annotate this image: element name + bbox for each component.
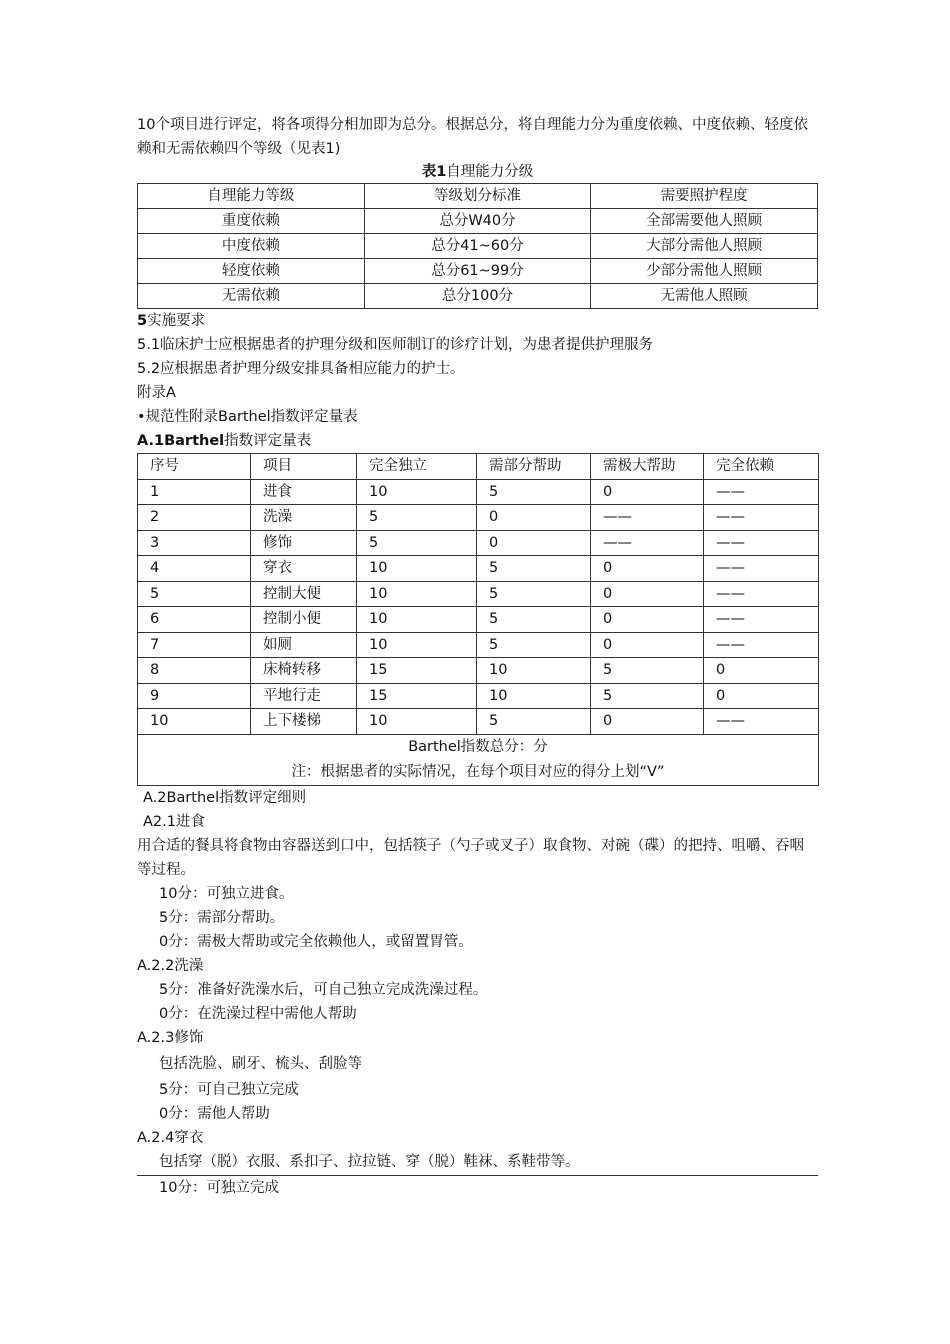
a23-score: 5分：可自己独立完成 <box>159 1081 299 1098</box>
table-cell: —— <box>704 556 819 582</box>
table-row <box>138 234 818 259</box>
barthel-note: 注：根据患者的实际情况，在每个项目对应的得分上划“V” <box>291 763 665 780</box>
table-cell: 0 <box>591 556 704 582</box>
a1-title-text: 指数评定量表 <box>224 433 312 449</box>
table-header-cell: 完全独立 <box>357 454 477 480</box>
table-cell: 穿衣 <box>251 556 357 582</box>
table-cell: —— <box>704 607 819 633</box>
table-cell: 上下楼梯 <box>251 709 357 735</box>
table-cell: 5 <box>477 479 591 505</box>
table-cell: 进食 <box>251 479 357 505</box>
a21-description: 用合适的餐具将食物由容器送到口中，包括筷子（勺子或叉子）取食物、对碗（碟）的把持、咀嚼、吞咽等过程。 <box>137 837 804 878</box>
table-cell: 5 <box>591 683 704 709</box>
table-cell: —— <box>704 581 819 607</box>
table-cell: 10 <box>357 607 477 633</box>
table-row <box>138 259 818 284</box>
section5-item: 5.2应根据患者护理分级安排具备相应能力的护士。 <box>137 361 465 377</box>
a21-score: 10分：可独立进食。 <box>159 885 294 902</box>
table-row <box>138 530 819 556</box>
a24-score: 10分：可独立完成 <box>159 1179 279 1196</box>
table-header-cell: 序号 <box>138 454 251 480</box>
table-cell: 5 <box>477 709 591 735</box>
a2-title: A.2Barthel指数评定细则 <box>143 789 307 806</box>
table-row <box>138 209 818 234</box>
table-header-cell: 等级划分标准 <box>364 184 591 209</box>
section5-title-text: 实施要求 <box>147 313 206 329</box>
table-cell: 0 <box>591 607 704 633</box>
table-cell: 修饰 <box>251 530 357 556</box>
table-cell: 5 <box>477 632 591 658</box>
self-care-level-table <box>137 183 818 309</box>
table-cell: 平地行走 <box>251 683 357 709</box>
a24-description: 包括穿（脱）衣服、系扣子、拉拉链、穿（脱）鞋袜、系鞋带等。 <box>159 1153 580 1170</box>
a1-title <box>137 429 818 453</box>
intro-paragraph: 10个项目进行评定，将各项得分相加即为总分。根据总分，将自理能力分为重度依赖、中度依赖、轻度依赖和无需依赖四个等级（见表1) <box>137 117 808 157</box>
table-cell: 总分W40分 <box>364 209 591 234</box>
table-header-row <box>138 184 818 209</box>
table-cell: 0 <box>591 632 704 658</box>
table-row <box>138 607 819 633</box>
table-header-cell: 需极大帮助 <box>591 454 704 480</box>
table-cell: 0 <box>477 505 591 531</box>
a21-score: 0分：需极大帮助或完全依赖他人，或留置胃管。 <box>159 933 473 950</box>
table-cell: 5 <box>477 607 591 633</box>
table-row <box>138 632 819 658</box>
table-cell: 0 <box>704 658 819 684</box>
table-cell: 5 <box>477 581 591 607</box>
table-cell: —— <box>704 505 819 531</box>
barthel-total-label: Barthel指数总分：分 <box>408 738 548 755</box>
a21-title: A2.1进食 <box>143 813 205 830</box>
table-header-cell: 需部分帮助 <box>477 454 591 480</box>
barthel-index-table <box>137 453 819 786</box>
table-footer-row <box>138 734 819 785</box>
table-cell: 3 <box>138 530 251 556</box>
table-row <box>138 284 818 309</box>
table-cell: —— <box>591 530 704 556</box>
table-cell: 大部分需他人照顾 <box>591 234 818 259</box>
table-cell: 床椅转移 <box>251 658 357 684</box>
a21-score: 5分：需部分帮助。 <box>159 909 285 926</box>
table1-caption <box>137 161 818 183</box>
table-cell: 0 <box>591 709 704 735</box>
table-cell: —— <box>704 632 819 658</box>
a22-title: A.2.2洗澡 <box>137 957 204 974</box>
table-cell: 无需他人照顾 <box>591 284 818 309</box>
table-cell: 洗澡 <box>251 505 357 531</box>
table-header-cell: 项目 <box>251 454 357 480</box>
table-row <box>138 505 819 531</box>
table-cell: 总分41~60分 <box>364 234 591 259</box>
table-cell: 2 <box>138 505 251 531</box>
table-cell: 0 <box>477 530 591 556</box>
table-cell: 7 <box>138 632 251 658</box>
table-cell: 0 <box>704 683 819 709</box>
table-footer-cell <box>138 734 819 785</box>
a23-description: 包括洗脸、刷牙、梳头、刮脸等 <box>159 1055 362 1072</box>
table-cell: —— <box>704 530 819 556</box>
section5-title <box>137 309 818 333</box>
table-cell: 如厕 <box>251 632 357 658</box>
table-cell: 10 <box>357 479 477 505</box>
table-cell: 5 <box>591 658 704 684</box>
table-row <box>138 479 819 505</box>
section5-number: 5 <box>137 313 148 329</box>
a22-score: 0分：在洗澡过程中需他人帮助 <box>159 1005 357 1022</box>
appendix-title: 附录A <box>137 385 176 401</box>
table-row <box>138 581 819 607</box>
table-cell: 10 <box>138 709 251 735</box>
table-row <box>138 658 819 684</box>
table-cell: 10 <box>357 581 477 607</box>
table-cell: 1 <box>138 479 251 505</box>
table-cell: —— <box>704 709 819 735</box>
appendix-subtitle: •规范性附录Barthel指数评定量表 <box>137 409 358 425</box>
table-cell: 总分100分 <box>364 284 591 309</box>
table-cell: 中度依赖 <box>138 234 365 259</box>
table-cell: —— <box>704 479 819 505</box>
table-cell: 9 <box>138 683 251 709</box>
table-header-cell: 需要照护程度 <box>591 184 818 209</box>
table-cell: 5 <box>357 505 477 531</box>
table-cell: 15 <box>357 683 477 709</box>
table-cell: 5 <box>357 530 477 556</box>
table-row <box>138 556 819 582</box>
table-cell: 6 <box>138 607 251 633</box>
table-cell: 10 <box>477 683 591 709</box>
table-cell: 轻度依赖 <box>138 259 365 284</box>
a23-score: 0分：需他人帮助 <box>159 1105 270 1122</box>
table-cell: 0 <box>591 581 704 607</box>
table-header-cell: 完全依赖 <box>704 454 819 480</box>
table-cell: 0 <box>591 479 704 505</box>
table-cell: 10 <box>477 658 591 684</box>
section5-item: 5.1临床护士应根据患者的护理分级和医师制订的诊疗计划，为患者提供护理服务 <box>137 337 654 353</box>
table-header-row <box>138 454 819 480</box>
table-header-cell: 自理能力等级 <box>138 184 365 209</box>
table-cell: 少部分需他人照顾 <box>591 259 818 284</box>
table-cell: 全部需要他人照顾 <box>591 209 818 234</box>
table-cell: 10 <box>357 556 477 582</box>
a22-score: 5分：准备好洗澡水后，可自己独立完成洗澡过程。 <box>159 981 488 998</box>
table-cell: 控制小便 <box>251 607 357 633</box>
a23-title: A.2.3修饰 <box>137 1029 204 1046</box>
table-cell: 10 <box>357 709 477 735</box>
table-cell: 10 <box>357 632 477 658</box>
table-cell: 5 <box>477 556 591 582</box>
a24-title: A.2.4穿衣 <box>137 1129 204 1146</box>
table1-caption-number: 表1 <box>421 164 447 180</box>
table-cell: 5 <box>138 581 251 607</box>
table-row <box>138 683 819 709</box>
table-cell: 8 <box>138 658 251 684</box>
table-cell: 无需依赖 <box>138 284 365 309</box>
table-cell: 重度依赖 <box>138 209 365 234</box>
table-cell: 总分61~99分 <box>364 259 591 284</box>
document-page <box>137 113 818 1200</box>
a1-title-bold: A.1Barthel <box>137 433 225 449</box>
table-cell: 控制大便 <box>251 581 357 607</box>
table1-caption-text: 自理能力分级 <box>446 164 534 180</box>
table-cell: 15 <box>357 658 477 684</box>
table-cell: 4 <box>138 556 251 582</box>
barthel-table-body <box>138 454 819 735</box>
table-row <box>138 709 819 735</box>
table-cell: —— <box>591 505 704 531</box>
